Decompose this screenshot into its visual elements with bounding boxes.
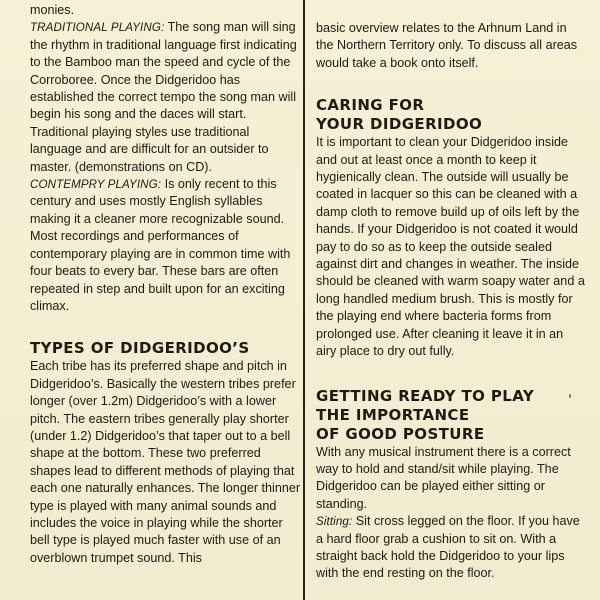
types-text: Each tribe has its preferred shape and pitch in Didgeridoo’s. Basically the western tribes prefer longer (over 1.2m) Didgeridoo’s with a lower pitch. The eastern tribes generally play shorter (under 1.2) Didgeridoo’s that taper out to a bell shape at the bottom. These two preferred shapes lead to different methods of playing that each one naturally enhances. The longer thinner type is played with many animal sounds and includes the voice in playing while the shorter bell type is played much faster with use of an overblown trumpet sound. This [30,359,301,565]
overview-text: basic overview relates to the Arhnum Land in the Northern Territory only. To discuss all areas would take a book onto itself. [316,21,578,70]
sitting-label: Sitting: [316,515,353,529]
getting-ready-heading: GETTING READY TO PLAY [316,386,535,405]
types-heading: TYPES OF DIDGERIDOO’S [30,339,250,358]
caring-heading-line-1: CARING FOR [316,96,425,115]
sitting-text: Sit cross legged on the floor. If you have a hard floor grab a cushion to sit on. With a straight back hold the Didgeridoo to your lips with the end resting on the floor. [316,514,580,581]
contemporary-playing-paragraph [30,176,302,315]
traditional-playing-label: TRADITIONAL PLAYING: [30,21,165,35]
column-divider [303,0,305,600]
posture-heading-line-2: OF GOOD POSTURE [316,424,485,443]
posture-text: With any musical instrument there is a correct way to hold and stand/sit while playing. The Didgeridoo can be played either sitting or standing. [316,444,571,511]
caring-text: It is important to clean your Didgeridoo inside and out at least once a month to keep it hygienically clean. The outside will usually be coated in lacquer so this can be cleaned with a damp cloth to remove build up of oils left by the hands. If your Didgeridoo is not coated it would pay to do so as to keep the outside sealed against dirt and changes in weather. The inside should be cleaned with warm soapy water and a long handled medium brush. This is mostly for the playing end where bacteria forms from prolonged use. After cleaning it leave it in an airy place to dry out fully. [316,135,585,359]
right-column [316,20,586,583]
contemporary-playing-label: CONTEMPRY PLAYING: [30,178,162,192]
print-speck [569,394,571,398]
traditional-playing-text: The song man will sing the rhythm in traditional language first indicating to the Bamboo man the speed and cycle of the Corroboree. Once the Didgeridoo has established the correct tempo the song man will begin his song and the daces will start. Traditional playing styles use traditional language and are difficult for an outsider to master. (demonstrations on CD). [30,20,297,174]
contemporary-playing-text: Is only recent to this century and uses mostly English syllables making it a cleaner more recognizable sound. Most recordings and performances of contemporary playing are in common time with four beats to every bar. These bars are often repeated in step and built upon for an exciting climax. [30,177,291,313]
intro-text: monies. [30,3,75,17]
posture-heading-line-1: THE IMPORTANCE [316,405,470,424]
left-column [30,2,302,567]
traditional-playing-paragraph [30,19,302,176]
caring-heading-line-2: YOUR DIDGERIDOO [316,115,483,134]
sitting-paragraph [316,513,586,583]
